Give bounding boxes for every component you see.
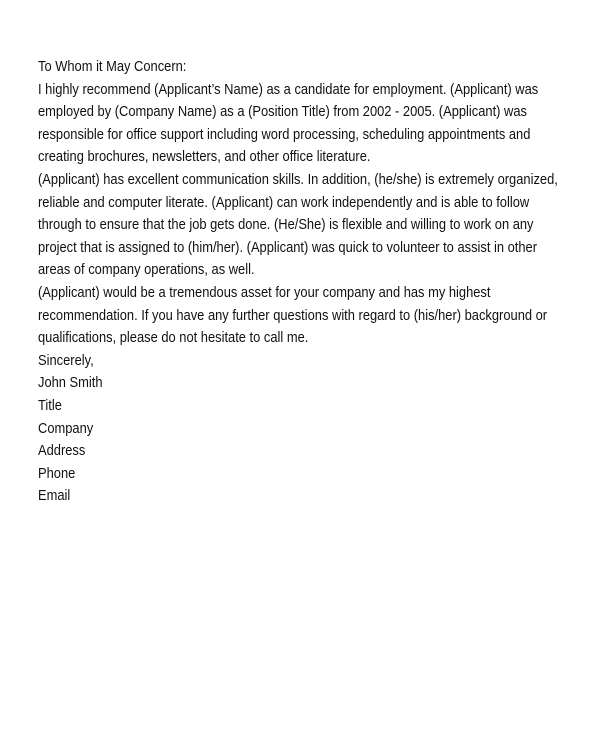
letter-salutation: To Whom it May Concern:: [38, 58, 187, 75]
signature-phone: Phone: [38, 464, 76, 482]
signature-address: Address: [38, 442, 86, 460]
signature-title: Title: [38, 396, 62, 414]
letter-paragraph-1: I highly recommend (Applicant’s Name) as a candidate for employment. (Applicant) was employed by (Company Name) as a (Position Title) from 2002 - 2005. (Applicant) was responsible for office support including word processing, scheduling appointments and creating brochures, newsletters, and other office literature.: [38, 80, 539, 166]
signature-email: Email: [38, 487, 71, 505]
letter-paragraph-2: (Applicant) has excellent communication skills. In addition, (he/she) is extremely organized, reliable and computer literate. (Applicant) can work independently and is able to follow through to ensure that the job gets done. (He/She) is flexible and willing to work on any project that is assigned to (him/her). (Applicant) was quick to volunteer to assist in other areas of company operations, as well.: [38, 170, 558, 279]
recommendation-letter: [38, 56, 558, 508]
signature-company: Company: [38, 419, 94, 437]
letter-closing: Sincerely,: [38, 351, 94, 369]
signature-block: [38, 372, 502, 508]
signature-name: John Smith: [38, 374, 103, 392]
letter-paragraph-3: (Applicant) would be a tremendous asset for your company and has my highest recommendation. If you have any further questions with regard to (his/her) background or qualifications, please do not hesitate to call me.: [38, 283, 548, 347]
